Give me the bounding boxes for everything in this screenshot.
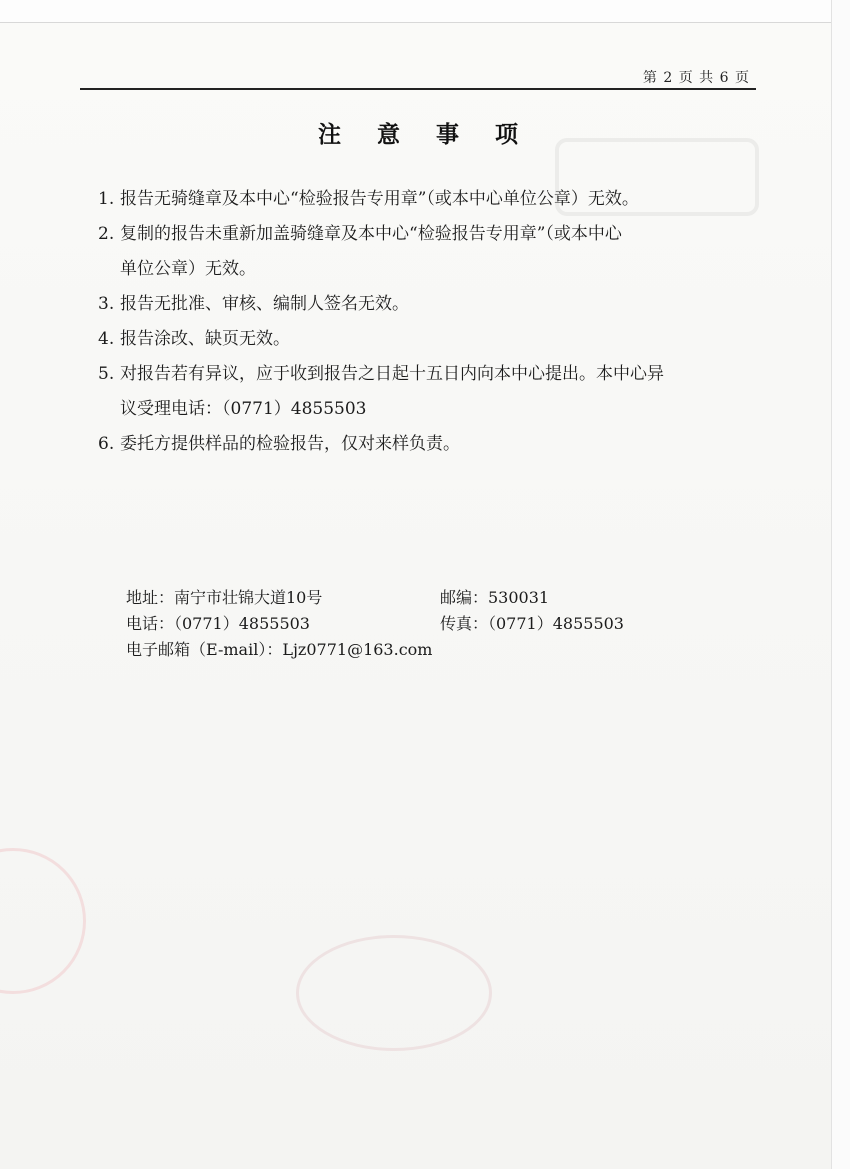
note-text: 复制的报告未重新加盖骑缝章及本中心“检验报告专用章”（或本中心: [120, 224, 622, 244]
note-item: [98, 427, 778, 462]
header-rule: [80, 88, 756, 90]
note-number: 3.: [98, 294, 115, 314]
contact-postcode: 邮编：530031: [440, 588, 550, 607]
note-item: [98, 182, 778, 217]
note-text: 报告无骑缝章及本中心“检验报告专用章”（或本中心单位公章）无效。: [120, 189, 639, 209]
note-number: 4.: [98, 329, 115, 349]
contact-row: [126, 585, 766, 611]
contact-row: [126, 611, 766, 637]
faint-seal-stamp: [0, 848, 86, 994]
note-item: [98, 287, 778, 322]
note-item: [98, 217, 778, 287]
note-text-continued: 议受理电话：（0771）4855503: [120, 399, 367, 419]
contact-address: 地址：南宁市壮锦大道10号: [126, 588, 323, 607]
note-text-continued: 单位公章）无效。: [120, 259, 256, 279]
note-number: 5.: [98, 364, 115, 384]
contact-row: [126, 637, 766, 663]
note-text: 对报告若有异议，应于收到报告之日起十五日内向本中心提出。本中心异: [120, 364, 664, 384]
note-text: 委托方提供样品的检验报告，仅对来样负责。: [120, 434, 460, 454]
faint-seal-stamp: [296, 935, 492, 1051]
notes-list: [98, 182, 778, 462]
note-number: 6.: [98, 434, 115, 454]
note-number: 1.: [98, 189, 115, 209]
note-item: [98, 357, 778, 427]
scan-edge-top: [0, 0, 850, 23]
page-counter: 第 2 页 共 6 页: [642, 70, 750, 86]
note-number: 2.: [98, 224, 115, 244]
note-item: [98, 322, 778, 357]
contact-email: 电子邮箱（E-mail）：Ljz0771@163.com: [126, 640, 433, 659]
contact-fax: 传真：（0771）4855503: [440, 614, 624, 633]
page-title: 注 意 事 项: [317, 122, 533, 148]
contact-phone: 电话：（0771）4855503: [126, 614, 310, 633]
note-text: 报告涂改、缺页无效。: [120, 329, 290, 349]
note-text: 报告无批准、审核、编制人签名无效。: [120, 294, 409, 314]
contact-block: [126, 585, 766, 663]
scan-edge-right: [831, 0, 850, 1169]
